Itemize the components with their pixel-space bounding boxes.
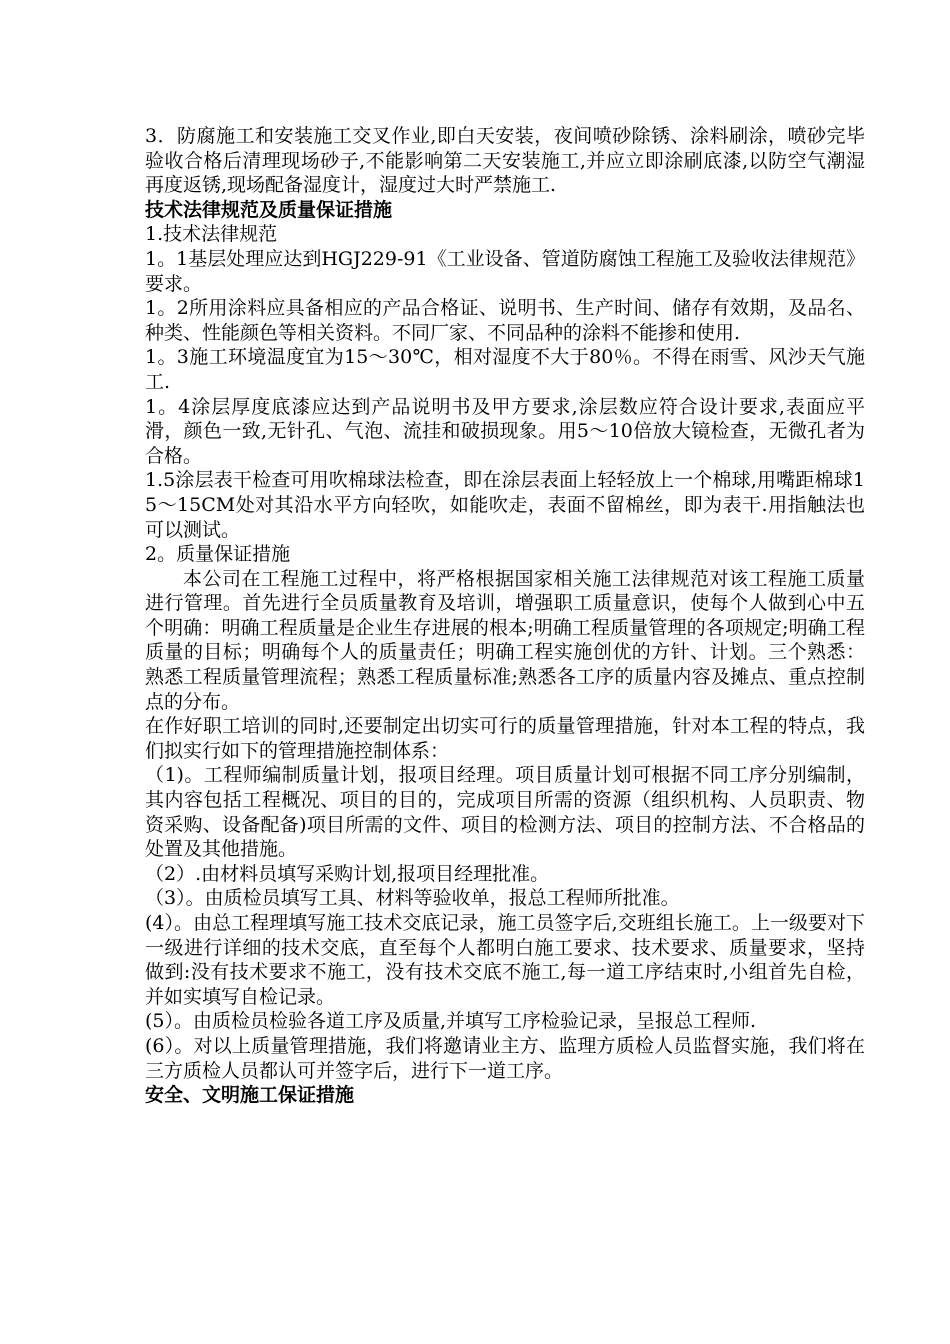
paragraph-1-4: 1。4涂层厚度底漆应达到产品说明书及甲方要求,涂层数应符合设计要求,表面应平滑，颜色一致,无针孔、气泡、流挂和破损现象。用5～10倍放大镜检查，无微孔者为合格。 [145, 395, 865, 467]
paragraph-1-5: 1.5涂层表干检查可用吹棉球法检查，即在涂层表面上轻轻放上一个棉球,用嘴距棉球15～15CM处对其沿水平方向轻吹，如能吹走，表面不留棉丝，即为表干.用指触法也可以测试。 [145, 469, 865, 541]
document-page [145, 124, 865, 1108]
section-heading-safety: 安全、文明施工保证措施 [145, 1084, 355, 1107]
paragraph-1-1: 1。1基层处理应达到HGJ229-91《工业设备、管道防腐蚀工程施工及验收法律规范》要求。 [145, 247, 865, 295]
list-item-4: (4）。由总工程理填写施工技术交底记录，施工员签字后,交班组长施工。上一级要对下一级进行详细的技术交底，直至每个人都明白施工要求、技术要求、质量要求，坚持做到:没有技术要求不施工，没有技术交底不施工,每一道工序结束时,小组首先自检，并如实填写自检记录。 [145, 912, 865, 1008]
paragraph-1-2: 1。2所用涂料应具备相应的产品合格证、说明书、生产时间、储存有效期，及品名、种类、性能颜色等相关资料。不同厂家、不同品种的涂料不能掺和使用. [145, 297, 865, 344]
list-item-5: (5）。由质检员检验各道工序及质量,并填写工序检验记录，呈报总工程师. [145, 1010, 757, 1033]
list-item-1: （1)。工程师编制质量计划，报项目经理。项目质量计划可根据不同工序分别编制，其内容包括工程概况、项目的目的，完成项目所需的资源（组织机构、人员职责、物资采购、设备配备)项目所需的文件、项目的检测方法、项目的控制方法、不合格品的处置及其他措施。 [145, 764, 865, 861]
paragraph-anticorrosion-crossover: 3．防腐施工和安装施工交叉作业,即白天安装，夜间喷砂除锈、涂料刷涂，喷砂完毕验收合格后清理现场砂子,不能影响第二天安装施工,并应立即涂刷底漆,以防空气潮湿再度返锈,现场配备湿度计，湿度过大时严禁施工. [145, 125, 865, 197]
subheading-quality-assurance: 2。质量保证措施 [145, 543, 291, 566]
list-item-3: （3）。由质检员填写工具、材料等验收单，报总工程师所批准。 [145, 887, 680, 910]
paragraph-quality-intro: 本公司在工程施工过程中，将严格根据国家相关施工法律规范对该工程施工质量进行管理。首先进行全员质量教育及培训，增强职工质量意识，使每个人做到心中五个明确：明确工程质量是企业生存进展的根本;明确工程质量管理的各项规定;明确工程质量的目标；明确每个人的质量责任；明确工程实施创优的方针、计划。三个熟悉：熟悉工程质量管理流程；熟悉工程质量标准;熟悉各工序的质量内容及摊点、重点控制点的分布。 [145, 567, 865, 713]
list-item-6: (6）。对以上质量管理措施，我们将邀请业主方、监理方质检人员监督实施，我们将在三方质检人员都认可并签字后，进行下一道工序。 [145, 1034, 865, 1082]
subheading-technical-standards: 1.技术法律规范 [145, 223, 278, 246]
section-heading-technical-standards: 技术法律规范及质量保证措施 [145, 198, 393, 221]
paragraph-control-system: 在作好职工培训的同时,还要制定出切实可行的质量管理措施，针对本工程的特点，我们拟实行如下的管理措施控制体系： [145, 715, 865, 762]
paragraph-1-3: 1。3施工环境温度宜为15～30℃，相对湿度不大于80％。不得在雨雪、风沙天气施工. [145, 346, 865, 393]
list-item-2: （2）.由材料员填写采购计划,报项目经理批准。 [145, 862, 550, 885]
